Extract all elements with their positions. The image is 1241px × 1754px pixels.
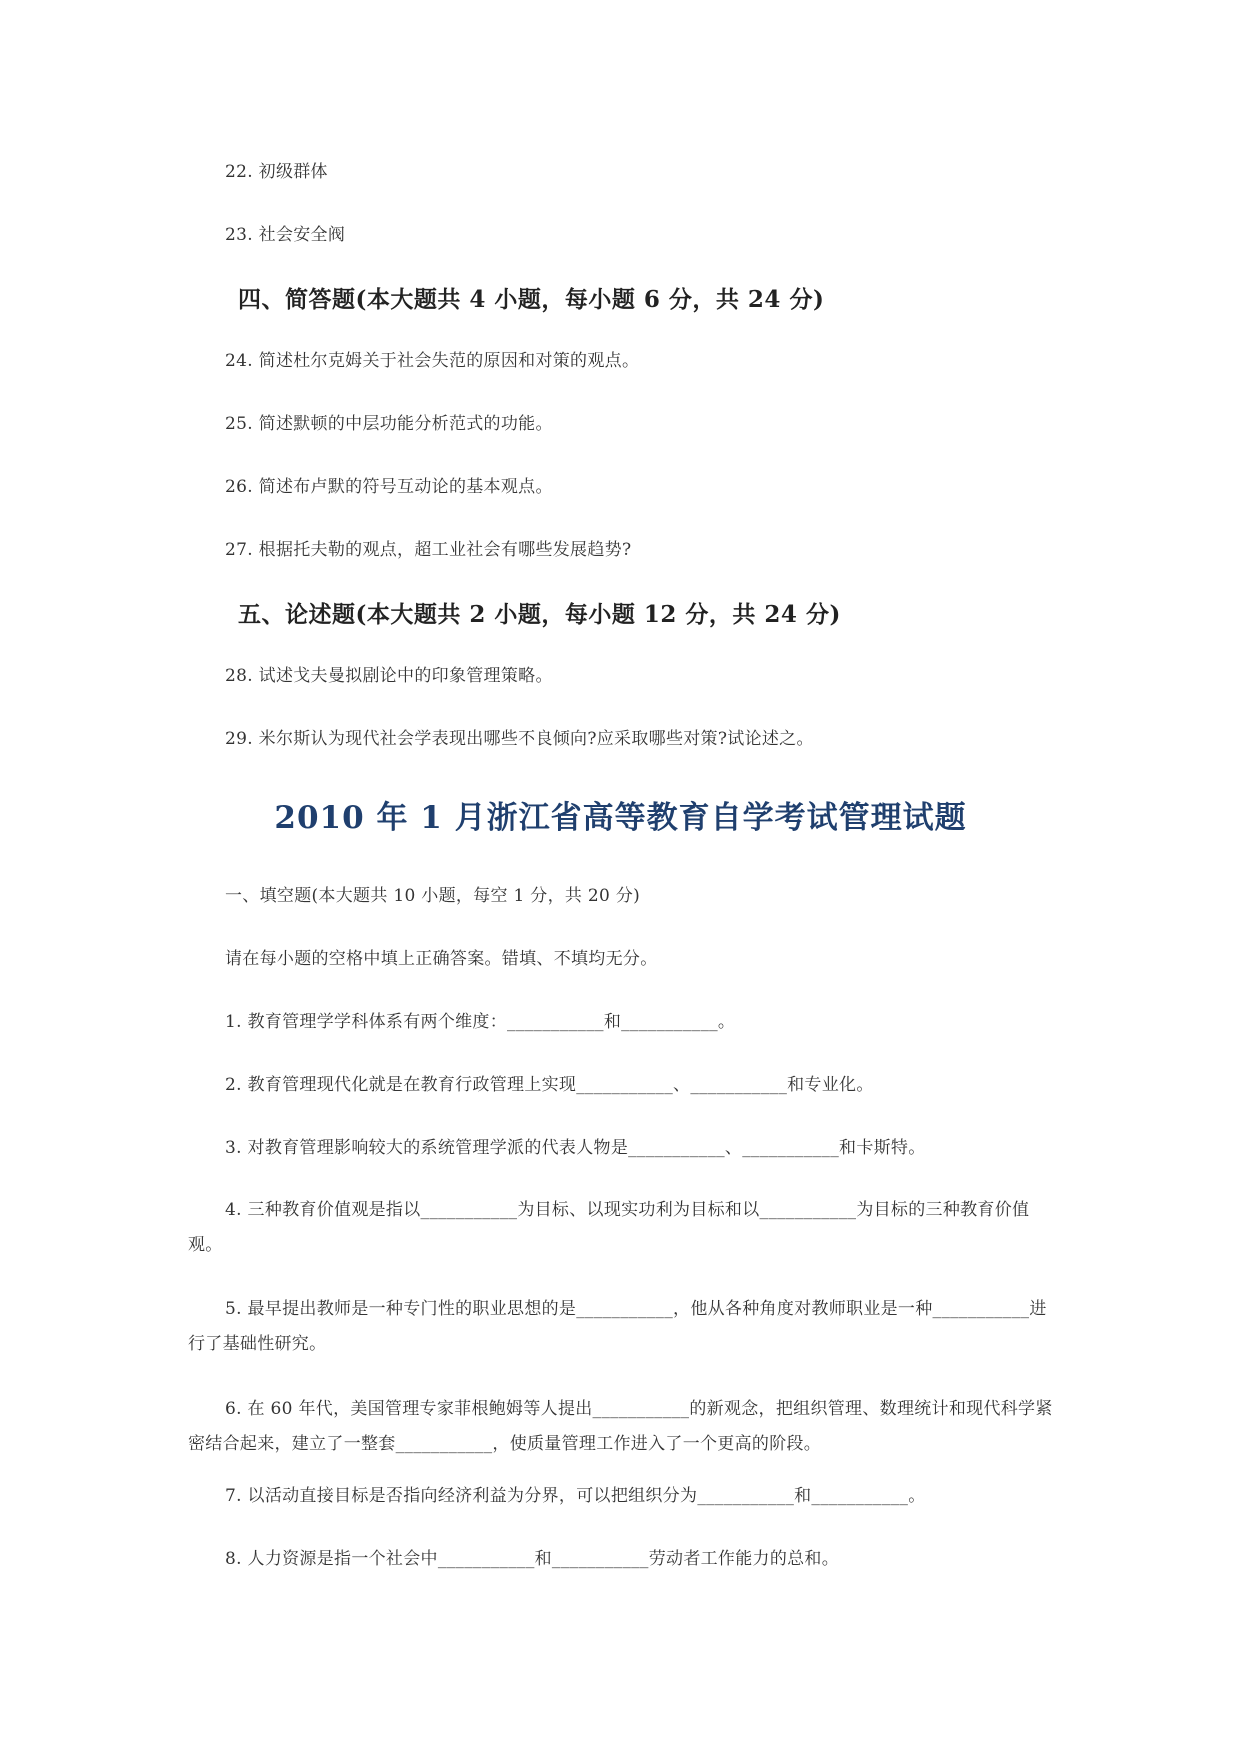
question-2: 2. 教育管理现代化就是在教育行政管理上实现___________、___________和专业化。 [225, 1075, 874, 1095]
question-8: 8. 人力资源是指一个社会中___________和___________劳动者工作能力的总和。 [225, 1549, 840, 1569]
item-22: 22. 初级群体 [225, 162, 328, 182]
section-4-heading: 四、简答题(本大题共 4 小题，每小题 6 分，共 24 分) [238, 286, 825, 313]
item-23: 23. 社会安全阀 [225, 225, 346, 245]
exam-title: 2010 年 1 月浙江省高等教育自学考试管理试题 [274, 800, 967, 836]
item-28: 28. 试述戈夫曼拟剧论中的印象管理策略。 [225, 666, 553, 686]
item-25: 25. 简述默顿的中层功能分析范式的功能。 [225, 414, 553, 434]
question-7: 7. 以活动直接目标是否指向经济利益为分界，可以把组织分为___________和___________。 [225, 1486, 926, 1506]
part-1-heading: 一、填空题(本大题共 10 小题，每空 1 分，共 20 分) [225, 886, 641, 906]
section-5-heading: 五、论述题(本大题共 2 小题，每小题 12 分，共 24 分) [238, 601, 841, 628]
question-5: 5. 最早提出教师是一种专门性的职业思想的是___________，他从各种角度对教师职业是一种___________进行了基础性研究。 [188, 1299, 1047, 1354]
instruction-text: 请在每小题的空格中填上正确答案。错填、不填均无分。 [225, 949, 658, 969]
question-6: 6. 在 60 年代，美国管理专家菲根鲍姆等人提出___________的新观念，把组织管理、数理统计和现代科学紧密结合起来，建立了一整套___________，使质量管理工作进入了一个更高的阶段。 [188, 1399, 1053, 1454]
item-26: 26. 简述布卢默的符号互动论的基本观点。 [225, 477, 553, 497]
item-27: 27. 根据托夫勒的观点，超工业社会有哪些发展趋势? [225, 540, 632, 560]
question-1: 1. 教育管理学学科体系有两个维度：___________和___________。 [225, 1012, 736, 1032]
item-29: 29. 米尔斯认为现代社会学表现出哪些不良倾向?应采取哪些对策?试论述之。 [225, 729, 814, 749]
item-24: 24. 简述杜尔克姆关于社会失范的原因和对策的观点。 [225, 351, 640, 371]
question-4: 4. 三种教育价值观是指以___________为目标、以现实功利为目标和以___________为目标的三种教育价值观。 [188, 1200, 1030, 1255]
question-3: 3. 对教育管理影响较大的系统管理学派的代表人物是___________、___________和卡斯特。 [225, 1138, 926, 1158]
